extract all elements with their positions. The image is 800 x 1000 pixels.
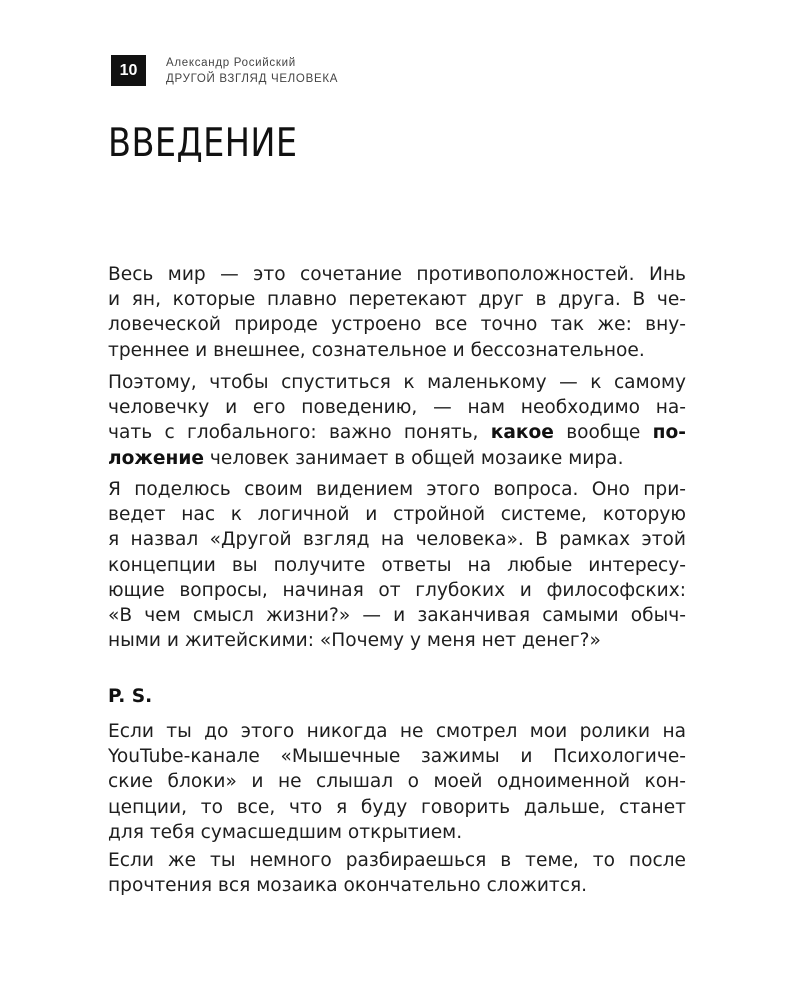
ps-paragraph-1: [108, 719, 686, 845]
emphasis-lozhenie: ложение: [108, 447, 204, 469]
text-line: ными и житейскими: «Почему у меня нет денег?»: [108, 630, 601, 652]
text-line: для тебя сумасшедшим открытием.: [108, 821, 463, 843]
author-name: Александр Росийский: [166, 57, 296, 69]
ps-paragraph-2: [108, 848, 686, 898]
text-line: концепции вы получите ответы на любые интересу-: [108, 554, 686, 576]
text-line: и ян, которые плавно перетекают друг в друга. В че-: [108, 289, 686, 311]
text-line: ские блоки» и не слышал о моей одноименной кон-: [108, 771, 686, 793]
text-fragment: чать с глобального: важно понять,: [108, 422, 491, 444]
running-header: [166, 55, 338, 87]
text-line: ловеческой природе устроено все точно так же: вну-: [108, 314, 686, 336]
paragraph-2: [108, 370, 686, 471]
text-line: Если ты до этого никогда не смотрел мои ролики на: [108, 721, 686, 742]
text-fragment: человек занимает в общей мозаике мира.: [204, 447, 624, 469]
ps-label: P. S.: [108, 686, 153, 707]
text-line: треннее и внешнее, сознательное и бессознательное.: [108, 339, 645, 361]
text-line: ющие вопросы, начиная от глубоких и философских:: [108, 579, 686, 601]
text-line: Поэтому, чтобы спуститься к маленькому — к самому: [108, 372, 686, 393]
paragraph-1: [108, 262, 686, 363]
emphasis-po: по-: [652, 422, 686, 444]
text-line: Я поделюсь своим видением этого вопроса. Оно при-: [108, 479, 686, 500]
text-line: Весь мир — это сочетание противоположностей. Инь: [108, 264, 686, 285]
text-line: «В чем смысл жизни?» — и заканчивая самыми обыч-: [108, 604, 686, 626]
text-line: прочтения вся мозаика окончательно сложится.: [108, 875, 588, 897]
text-line: [108, 420, 686, 445]
book-title: ДРУГОЙ ВЗГЛЯД ЧЕЛОВЕКА: [166, 73, 339, 85]
paragraph-3: [108, 477, 686, 653]
page-number: 10: [111, 55, 146, 86]
text-line: [108, 446, 686, 471]
emphasis-kakoe: какое: [490, 422, 554, 444]
chapter-title: ВВЕДЕНИЕ: [108, 121, 298, 166]
text-line: ведет нас к логичной и стройной системе, которую: [108, 504, 686, 526]
text-line: я назвал «Другой взгляд на человека». В рамках этой: [108, 529, 686, 551]
text-line: цепции, то все, что я буду говорить дальше, станет: [108, 796, 686, 818]
text-fragment: вообще: [553, 422, 653, 444]
text-line: человечку и его поведению, — нам необходимо на-: [108, 397, 686, 419]
ps-section: [108, 684, 686, 709]
text-line: YouTube-канале «Мышечные зажимы и Психологиче-: [108, 746, 686, 768]
text-line: Если же ты немного разбираешься в теме, то после: [108, 850, 686, 871]
